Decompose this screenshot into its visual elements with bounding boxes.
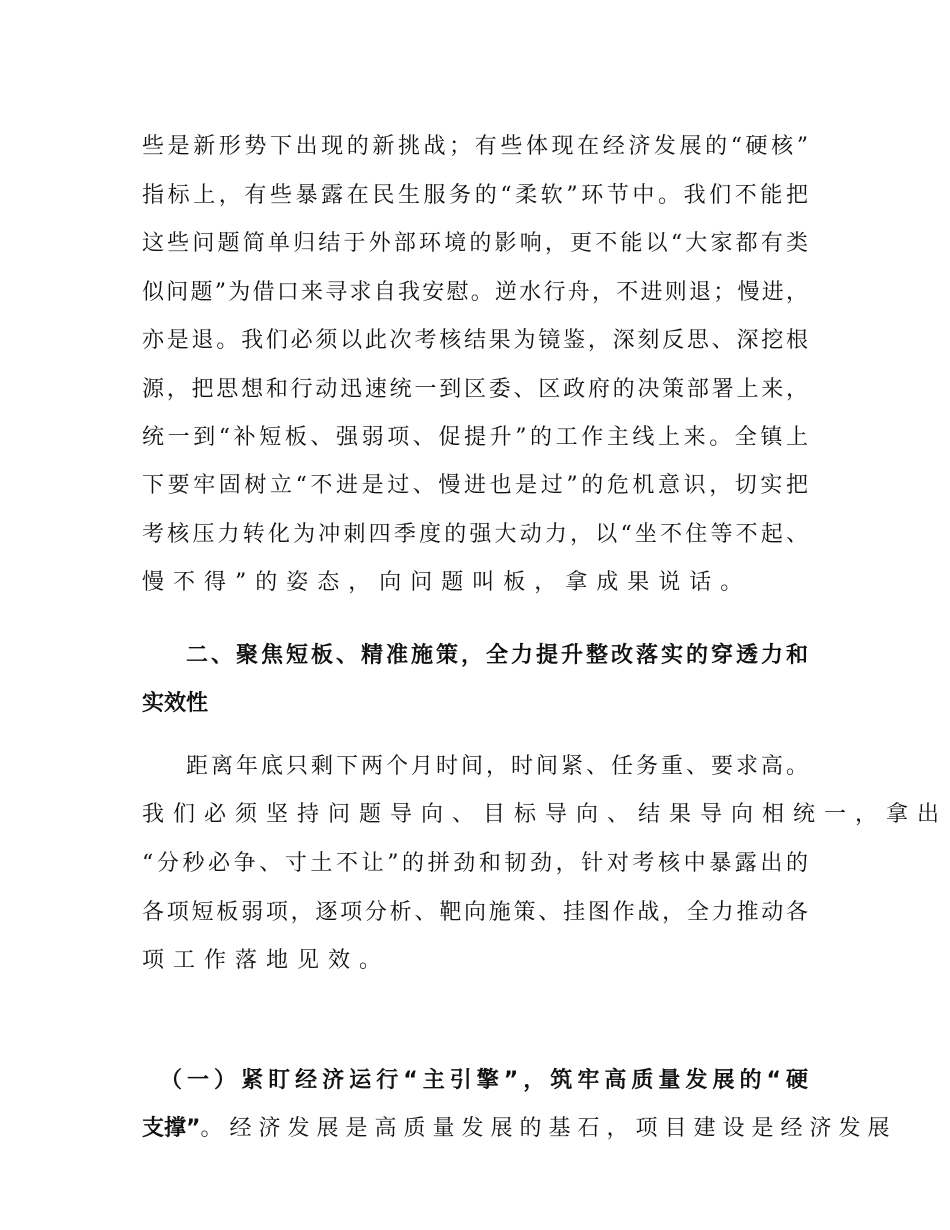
text-line: 这些问题简单归结于外部环境的影响，更不能以“大家都有类 [142,231,808,256]
text-rest: 。经济发展是高质量发展的基石，项目建设是经济发展 [200,1116,897,1141]
text-line: 些是新形势下出现的新挑战；有些体现在经济发展的“硬核” [142,134,808,159]
text-line: “分秒必争、寸土不让”的拼劲和韧劲，针对考核中暴露出的 [142,851,808,876]
heading-line: 二、聚焦短板、精准施策，全力提升整改落实的穿透力和 [186,643,808,668]
text-line: 距离年底只剩下两个月时间，时间紧、任务重、要求高。 [186,754,808,779]
subheading-end: 支撑” [142,1116,201,1141]
text-line: 统一到“补短板、强弱项、促提升”的工作主线上来。全镇上 [142,425,808,450]
text-line: 项工作落地见效。 [142,948,391,973]
text-line: 源，把思想和行动迅速统一到区委、区政府的决策部署上来， [142,377,808,402]
text-line: 指标上，有些暴露在民生服务的“柔软”环节中。我们不能把 [142,183,808,208]
text-line: 慢不得”的姿态，向问题叫板，拿成果说话。 [142,570,752,595]
subheading-line: （一）紧盯经济运行“主引擎”，筑牢高质量发展的“硬 [160,1068,808,1093]
text-line: 亦是退。我们必须以此次考核结果为镜鉴，深刻反思、深挖根 [142,328,808,353]
heading-line: 实效性 [142,691,209,716]
text-line: 似问题”为借口来寻求自我安慰。逆水行舟，不进则退；慢进， [142,280,808,305]
text-line: 考核压力转化为冲刺四季度的强大动力，以“坐不住等不起、 [142,522,808,547]
text-line: 我们必须坚持问题导向、目标导向、结果导向相统一，拿出 [142,802,949,827]
text-line: 各项短板弱项，逐项分析、靶向施策、挂图作战，全力推动各 [142,900,808,925]
text-line: 下要牢固树立“不进是过、慢进也是过”的危机意识，切实把 [142,473,808,498]
text-line [142,1115,897,1143]
